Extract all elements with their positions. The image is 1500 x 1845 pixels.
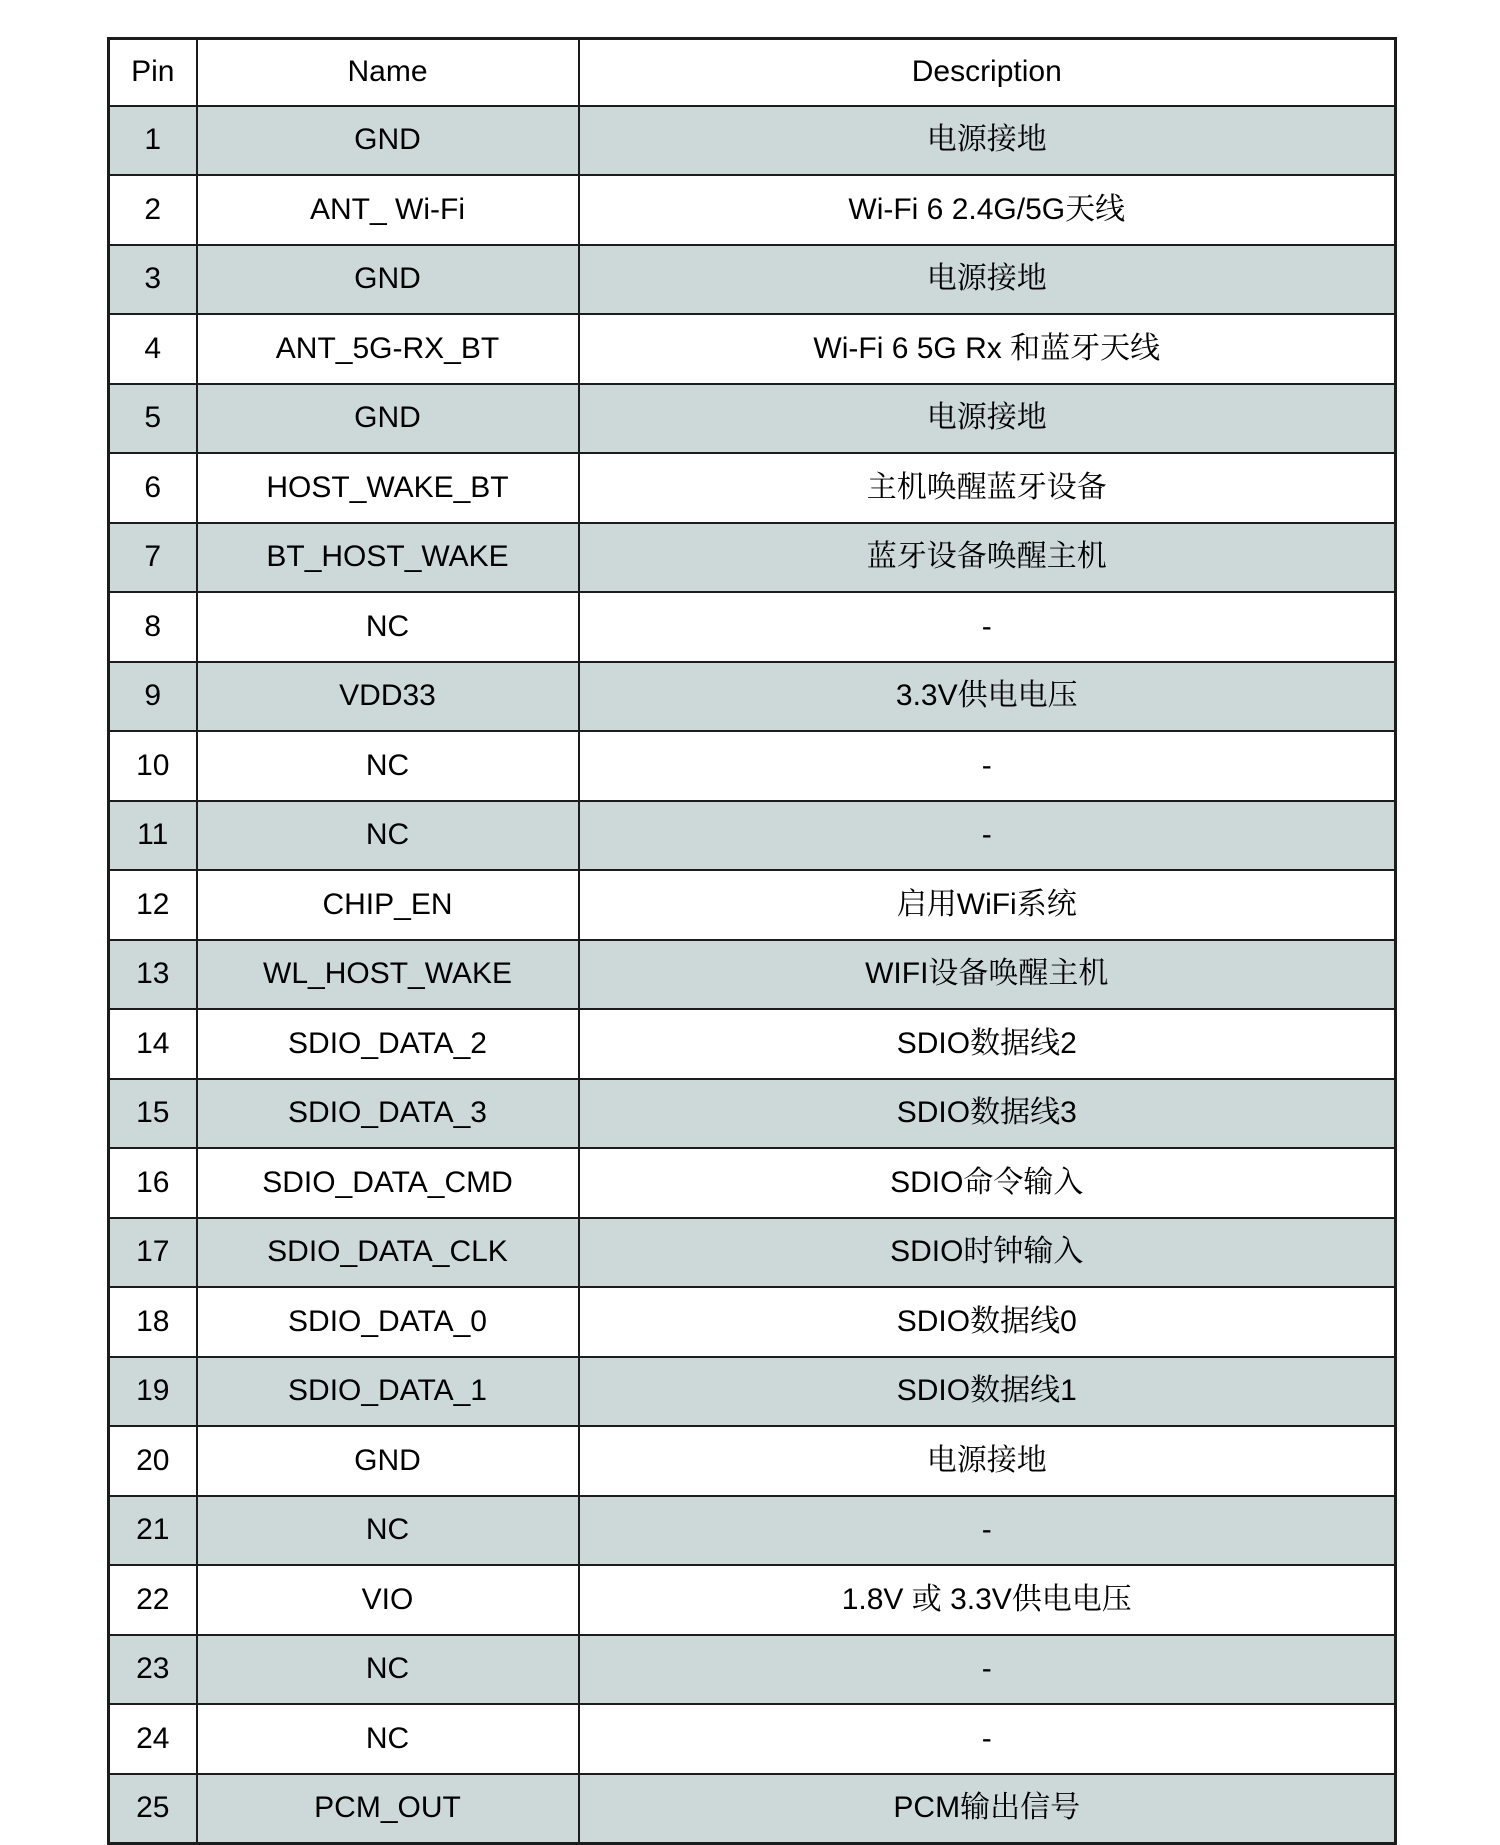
pin-cell: 6 — [109, 453, 197, 523]
pin-cell: 13 — [109, 940, 197, 1010]
description-cell: - — [579, 801, 1396, 871]
pin-cell: 11 — [109, 801, 197, 871]
table-row — [109, 314, 1396, 384]
table-row — [109, 1774, 1396, 1844]
name-cell: WL_HOST_WAKE — [197, 940, 579, 1010]
table-row — [109, 175, 1396, 245]
table-row — [109, 1496, 1396, 1566]
table-row — [109, 592, 1396, 662]
description-cell: SDIO数据线3 — [579, 1079, 1396, 1149]
name-cell: GND — [197, 245, 579, 315]
pin-cell: 24 — [109, 1704, 197, 1774]
table-row — [109, 523, 1396, 593]
table-row — [109, 1287, 1396, 1357]
pin-cell: 10 — [109, 731, 197, 801]
pin-cell: 5 — [109, 384, 197, 454]
table-row — [109, 1635, 1396, 1705]
header-row — [109, 39, 1396, 106]
description-cell: 主机唤醒蓝牙设备 — [579, 453, 1396, 523]
pin-cell: 9 — [109, 662, 197, 732]
description-cell: SDIO数据线0 — [579, 1287, 1396, 1357]
pin-cell: 12 — [109, 870, 197, 940]
description-cell: WIFI设备唤醒主机 — [579, 940, 1396, 1010]
name-cell: NC — [197, 801, 579, 871]
pin-cell: 19 — [109, 1357, 197, 1427]
name-cell: SDIO_DATA_CLK — [197, 1218, 579, 1288]
table-row — [109, 384, 1396, 454]
table-row — [109, 1218, 1396, 1288]
pin-cell: 8 — [109, 592, 197, 662]
pin-cell: 16 — [109, 1148, 197, 1218]
name-cell: CHIP_EN — [197, 870, 579, 940]
description-cell: 电源接地 — [579, 245, 1396, 315]
table-row — [109, 245, 1396, 315]
name-cell: ANT_5G-RX_BT — [197, 314, 579, 384]
name-cell: BT_HOST_WAKE — [197, 523, 579, 593]
description-cell: 1.8V 或 3.3V供电电压 — [579, 1565, 1396, 1635]
name-cell: SDIO_DATA_2 — [197, 1009, 579, 1079]
table-row — [109, 662, 1396, 732]
description-cell: SDIO数据线1 — [579, 1357, 1396, 1427]
name-cell: NC — [197, 1635, 579, 1705]
table-row — [109, 731, 1396, 801]
name-cell: VIO — [197, 1565, 579, 1635]
description-cell: - — [579, 1635, 1396, 1705]
pin-cell: 20 — [109, 1426, 197, 1496]
name-cell: SDIO_DATA_3 — [197, 1079, 579, 1149]
pin-cell: 14 — [109, 1009, 197, 1079]
name-cell: NC — [197, 731, 579, 801]
name-cell: PCM_OUT — [197, 1774, 579, 1844]
name-cell: ANT_ Wi-Fi — [197, 175, 579, 245]
pin-cell: 2 — [109, 175, 197, 245]
description-cell: 电源接地 — [579, 1426, 1396, 1496]
table-row — [109, 1704, 1396, 1774]
table-row — [109, 106, 1396, 176]
description-cell: - — [579, 1496, 1396, 1566]
description-cell: 启用WiFi系统 — [579, 870, 1396, 940]
table-row — [109, 1357, 1396, 1427]
name-cell: NC — [197, 1496, 579, 1566]
table-row — [109, 1079, 1396, 1149]
table-row — [109, 1565, 1396, 1635]
name-cell: GND — [197, 1426, 579, 1496]
name-cell: SDIO_DATA_0 — [197, 1287, 579, 1357]
description-cell: SDIO数据线2 — [579, 1009, 1396, 1079]
description-cell: - — [579, 592, 1396, 662]
pin-cell: 3 — [109, 245, 197, 315]
header-description: Description — [579, 39, 1396, 106]
description-cell: 电源接地 — [579, 106, 1396, 176]
name-cell: NC — [197, 592, 579, 662]
table-row — [109, 1148, 1396, 1218]
pin-cell: 15 — [109, 1079, 197, 1149]
pin-cell: 7 — [109, 523, 197, 593]
pin-cell: 22 — [109, 1565, 197, 1635]
name-cell: SDIO_DATA_CMD — [197, 1148, 579, 1218]
table-row — [109, 453, 1396, 523]
table-row — [109, 1009, 1396, 1079]
description-cell: - — [579, 1704, 1396, 1774]
name-cell: VDD33 — [197, 662, 579, 732]
pin-cell: 4 — [109, 314, 197, 384]
pin-cell: 21 — [109, 1496, 197, 1566]
table-row — [109, 801, 1396, 871]
description-cell: PCM输出信号 — [579, 1774, 1396, 1844]
header-pin: Pin — [109, 39, 197, 106]
description-cell: 蓝牙设备唤醒主机 — [579, 523, 1396, 593]
pin-cell: 25 — [109, 1774, 197, 1844]
pin-cell: 1 — [109, 106, 197, 176]
name-cell: HOST_WAKE_BT — [197, 453, 579, 523]
pin-cell: 18 — [109, 1287, 197, 1357]
table-row — [109, 1426, 1396, 1496]
name-cell: NC — [197, 1704, 579, 1774]
description-cell: Wi-Fi 6 2.4G/5G天线 — [579, 175, 1396, 245]
pin-description-table — [107, 37, 1397, 1845]
description-cell: 电源接地 — [579, 384, 1396, 454]
description-cell: Wi-Fi 6 5G Rx 和蓝牙天线 — [579, 314, 1396, 384]
table-row — [109, 940, 1396, 1010]
description-cell: - — [579, 731, 1396, 801]
table-row — [109, 870, 1396, 940]
description-cell: SDIO时钟输入 — [579, 1218, 1396, 1288]
pin-cell: 23 — [109, 1635, 197, 1705]
name-cell: GND — [197, 106, 579, 176]
description-cell: 3.3V供电电压 — [579, 662, 1396, 732]
header-name: Name — [197, 39, 579, 106]
description-cell: SDIO命令输入 — [579, 1148, 1396, 1218]
name-cell: GND — [197, 384, 579, 454]
pin-cell: 17 — [109, 1218, 197, 1288]
name-cell: SDIO_DATA_1 — [197, 1357, 579, 1427]
